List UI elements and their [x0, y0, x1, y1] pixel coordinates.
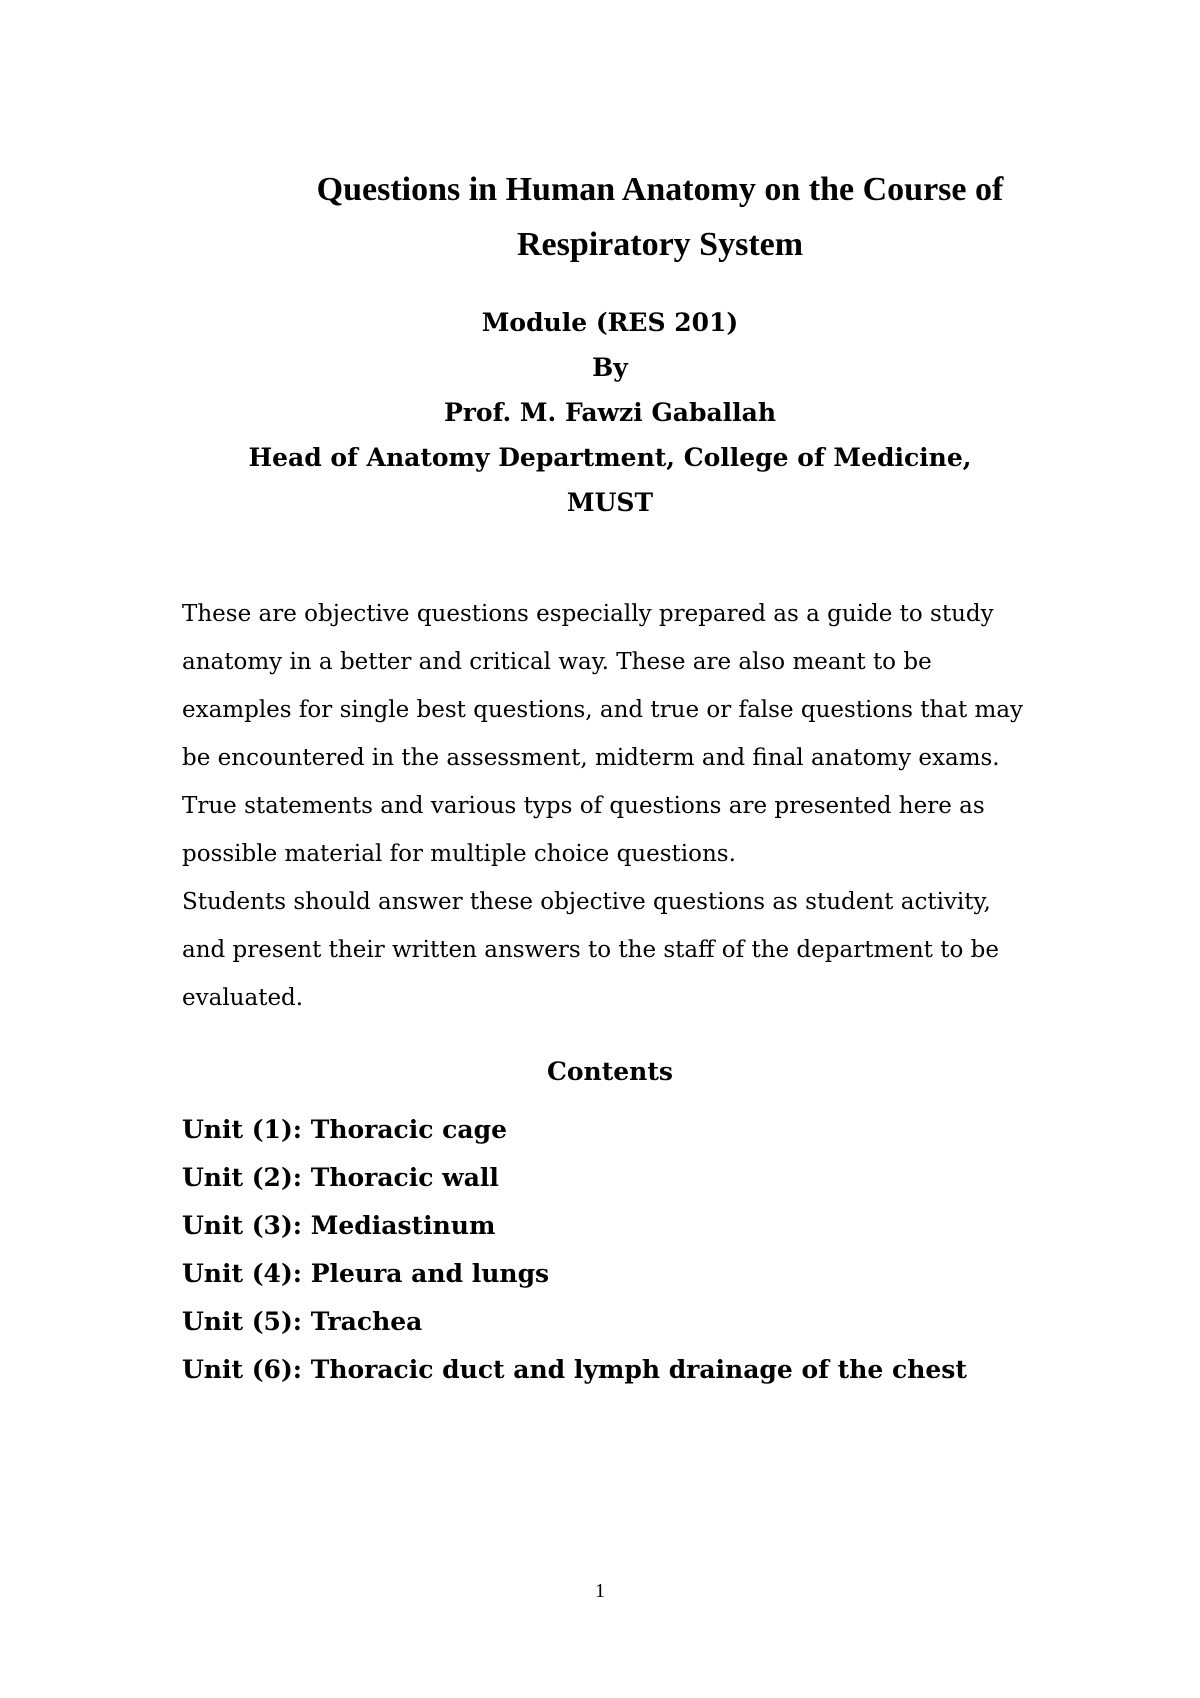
contents-item-unit-6: Unit (6): Thoracic duct and lymph drainage of the chest: [182, 1355, 967, 1384]
contents-item-unit-1: Unit (1): Thoracic cage: [182, 1115, 507, 1144]
intro-line: examples for single best questions, and true or false questions that may: [182, 697, 1024, 723]
intro-paragraph: [182, 590, 1082, 1022]
title-line-2: Respiratory System: [516, 226, 804, 263]
page-number: 1: [595, 1580, 605, 1602]
intro-line: Students should answer these objective questions as student activity,: [182, 889, 991, 915]
document-title: [250, 162, 1070, 272]
author-info: [200, 300, 1020, 525]
contents-item-unit-3: Unit (3): Mediastinum: [182, 1211, 496, 1240]
title-line-1: Questions in Human Anatomy on the Course of: [316, 171, 1004, 208]
contents-heading: Contents: [546, 1057, 673, 1086]
author-name: Prof. M. Fawzi Gaballah: [443, 398, 777, 427]
intro-line: be encountered in the assessment, midterm and final anatomy exams.: [182, 745, 1000, 771]
intro-line: evaluated.: [182, 985, 304, 1011]
intro-line: anatomy in a better and critical way. These are also meant to be: [182, 649, 932, 675]
contents-item-unit-4: Unit (4): Pleura and lungs: [182, 1259, 550, 1288]
by-label: By: [592, 353, 628, 382]
module-code: Module (RES 201): [481, 308, 739, 337]
intro-line: These are objective questions especially prepared as a guide to study: [182, 601, 994, 627]
author-affiliation: Head of Anatomy Department, College of Medicine,: [248, 443, 972, 472]
institution-name: MUST: [566, 488, 654, 517]
intro-line: possible material for multiple choice questions.: [182, 841, 736, 867]
contents-item-unit-2: Unit (2): Thoracic wall: [182, 1163, 499, 1192]
intro-line: True statements and various typs of questions are presented here as: [182, 793, 985, 819]
intro-line: and present their written answers to the staff of the department to be: [182, 937, 999, 963]
contents-item-unit-5: Unit (5): Trachea: [182, 1307, 423, 1336]
contents-list: [182, 1106, 1082, 1394]
